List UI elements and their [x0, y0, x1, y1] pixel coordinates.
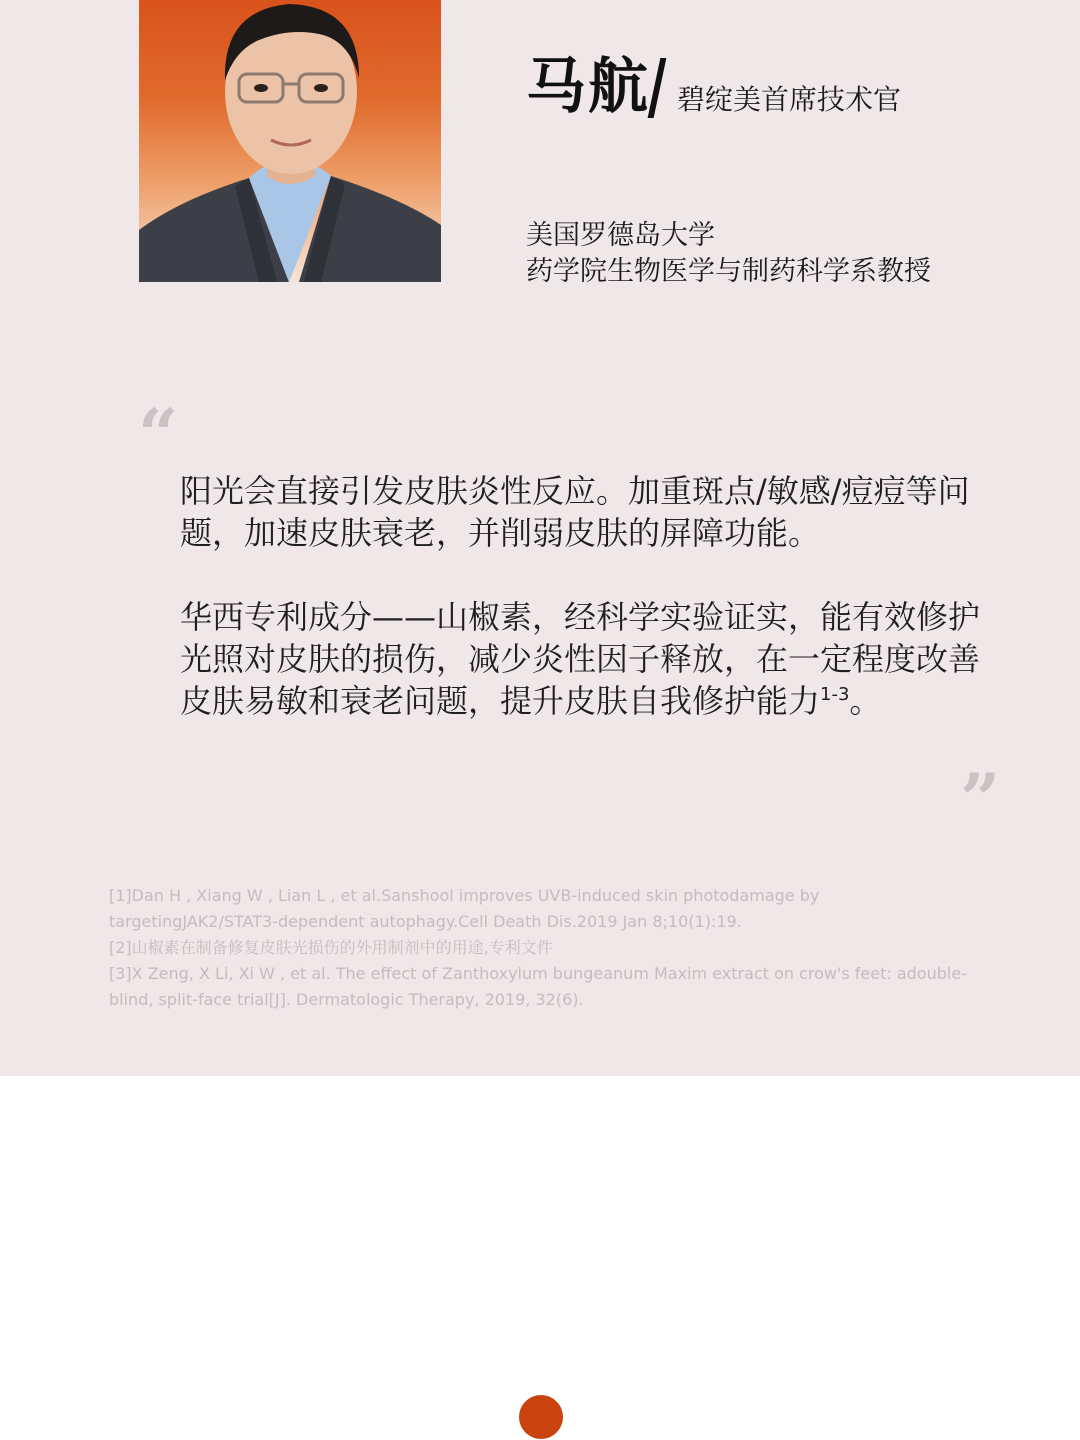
quote-paragraph: 阳光会直接引发皮肤炎性反应。加重斑点/敏感/痘痘等问题，加速皮肤衰老，并削弱皮肤的屏障功能。	[180, 472, 970, 552]
affiliation-line: 药学院生物医学与制药科学系教授	[526, 256, 931, 287]
reference-item: [1]Dan H , Xiang W , Lian L , et al.Sanshool improves UVB-induced skin photodamage by targetingJAK2/STAT3-dependent autophagy.Cell Death Dis.2019 Jan 8;10(1):19.	[109, 886, 820, 931]
affiliation	[526, 218, 931, 290]
reference-item: [3]X Zeng, X Li, Xi W , et al. The effect of Zanthoxylum bungeanum Maxim extract on crow's feet: adouble-blind, split-face trial[J]. Dermatologic Therapy, 2019, 32(6).	[109, 964, 967, 1009]
person-title: 碧绽美首席技术官	[677, 83, 902, 116]
quote-block	[180, 470, 980, 722]
dot-indicator	[519, 1395, 563, 1439]
quote-paragraph	[180, 596, 980, 722]
close-quote-icon: ”	[960, 758, 1001, 841]
citation-superscript: 1-3	[820, 684, 850, 705]
references	[109, 883, 989, 1013]
person-name: 马航	[526, 52, 650, 122]
open-quote-icon: “	[138, 393, 179, 476]
portrait-photo	[139, 0, 441, 282]
slash-divider	[648, 58, 667, 118]
affiliation-line: 美国罗德岛大学	[526, 220, 715, 251]
quote-paragraph-text: 华西专利成分——山椒素，经科学实验证实，能有效修护光照对皮肤的损伤，减少炎性因子释放，在一定程度改善皮肤易敏和衰老问题，提升皮肤自我修护能力	[180, 598, 981, 720]
quote-paragraph-end: 。	[849, 682, 882, 720]
reference-item: [2]山椒素在制备修复皮肤光损伤的外用制剂中的用途,专利文件	[109, 938, 553, 957]
